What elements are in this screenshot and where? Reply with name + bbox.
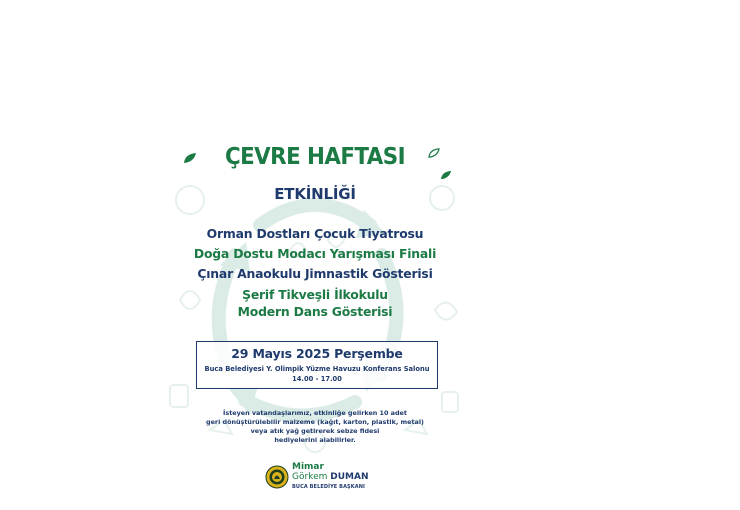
poster-subtitle: ETKİNLİĞİ <box>274 185 356 203</box>
buca-logo-icon <box>265 465 289 489</box>
note-line: veya atık yağ getirerek sebze fidesi <box>250 427 380 435</box>
activity-item: Doğa Dostu Modacı Yarışması Finali <box>193 246 437 261</box>
event-date: 29 Mayıs 2025 Perşembe <box>231 346 403 361</box>
poster-title: ÇEVRE HAFTASI <box>224 144 406 170</box>
note-line: geri dönüştürülebilir malzeme (kağıt, karton, plastik, metal) <box>206 418 424 426</box>
activity-item: Modern Dans Gösterisi <box>237 304 393 319</box>
event-poster <box>150 130 480 505</box>
note-line: hediyelerini alabilirler. <box>274 436 356 444</box>
signature-role: BUCA BELEDİYE BAŞKANI <box>292 484 365 490</box>
note-line: İsteyen vatandaşlarımız, etkinliğe gelirken 10 adet <box>223 409 407 417</box>
event-info-box <box>196 341 438 389</box>
signature-first-name: Görkem <box>292 472 328 482</box>
signature-surname: DUMAN <box>330 472 369 482</box>
activity-item: Şerif Tikveşli İlkokulu <box>242 287 388 302</box>
event-venue: Buca Belediyesi Y. Olimpik Yüzme Havuzu Konferans Salonu <box>204 365 430 373</box>
event-time: 14.00 - 17.00 <box>292 375 342 383</box>
activity-item: Çınar Anaokulu Jimnastik Gösterisi <box>197 266 433 281</box>
activity-item: Orman Dostları Çocuk Tiyatrosu <box>206 226 424 241</box>
signature-name <box>292 472 369 482</box>
signature-prefix: Mimar <box>292 462 324 472</box>
